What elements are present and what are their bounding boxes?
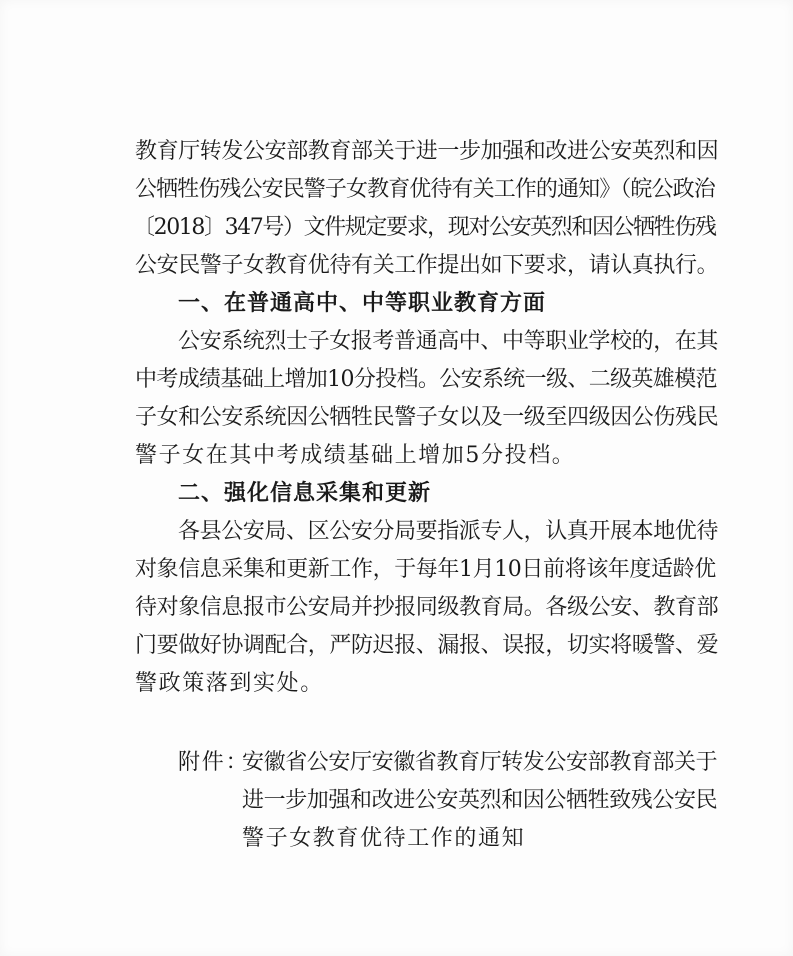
section1-line-3: 子女和公安系统因公牺牲民警子女以及一级至四级因公伤残民 [135,405,719,430]
section2-line-5: 警政策落到实处。 [135,671,324,696]
section2-line-2: 对象信息采集和更新工作，于每年1月10日前将该年度适龄优 [135,557,716,582]
intro-line-2: 公牺牲伤残公安民警子女教育优待有关工作的通知》（皖公政治 [135,177,715,202]
section2-heading: 二、强化信息采集和更新 [178,481,432,506]
intro-line-4: 公安民警子女教育优待有关工作提出如下要求，请认真执行。 [135,253,719,278]
section1-heading: 一、在普通高中、中等职业教育方面 [178,291,547,316]
intro-line-1: 教育厅转发公安部教育部关于进一步加强和改进公安英烈和因 [135,139,719,164]
section2-line-1: 各县公安局、区公安分局要指派专人，认真开展本地优待 [178,519,719,544]
section1-line-2: 中考成绩基础上增加10分投档。公安系统一级、二级英雄模范 [135,367,717,392]
attachment-line-2: 进一步加强和改进公安英烈和因公牺牲致残公安民 [242,788,718,813]
section1-line-1: 公安系统烈士子女报考普通高中、中等职业学校的，在其 [178,329,719,354]
intro-line-3: 〔2018〕347号）文件规定要求，现对公安英烈和因公牺牲伤残 [133,215,716,240]
attachment-label: 附件： [178,750,250,775]
section2-line-4: 门要做好协调配合，严防迟报、漏报、误报，切实将暖警、爱 [135,633,719,658]
section2-line-3: 待对象信息报市公安局并抄报同级教育局。各级公安、教育部 [135,595,719,620]
attachment-line-1: 安徽省公安厅安徽省教育厅转发公安部教育部关于 [242,750,718,775]
attachment-line-3: 警子女教育优待工作的通知 [242,826,526,851]
section1-line-4: 警子女在其中考成绩基础上增加5分投档。 [135,443,576,468]
